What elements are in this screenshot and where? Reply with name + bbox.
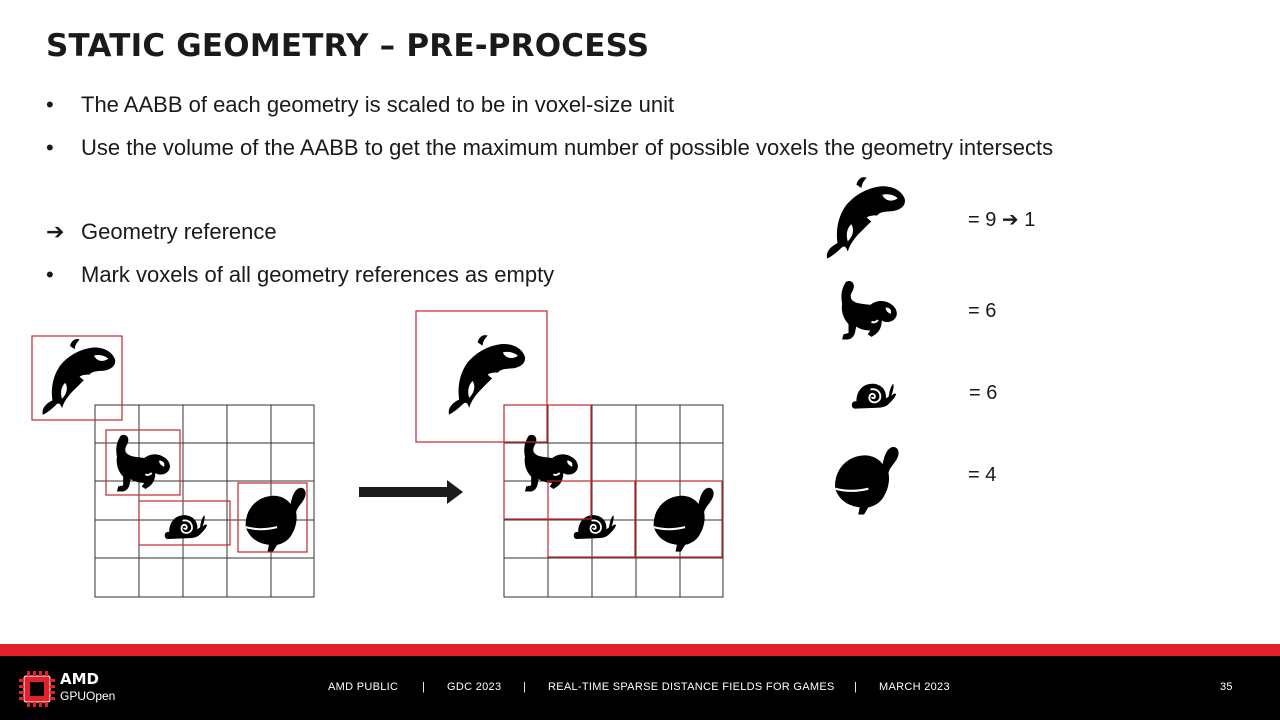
orca-voxel-count: = 9 ➔ 1: [968, 209, 1036, 231]
footer-classification: AMD PUBLIC: [328, 681, 399, 693]
bullet-text: Use the volume of the AABB to get the maximum number of possible voxels the geometry intersects: [81, 135, 1054, 160]
dog-voxel-count: = 6: [968, 300, 997, 322]
footer-event: GDC 2023: [447, 681, 502, 693]
dog-icon: [841, 281, 896, 339]
legend-orca: [818, 176, 914, 264]
gpuopen-brand-text: GPUOpen: [60, 689, 116, 703]
turtle-icon: [835, 447, 898, 515]
orca-icon: [827, 177, 905, 258]
footer-date: MARCH 2023: [879, 681, 950, 693]
slide-title: STATIC GEOMETRY – PRE-PROCESS: [46, 28, 650, 64]
snail-icon: [852, 384, 896, 409]
turtle-voxel-count: = 4: [968, 464, 997, 486]
orca-icon: [449, 335, 525, 415]
legend-snail: [826, 370, 922, 418]
footer-separator: |: [523, 681, 527, 693]
bullet-text: The AABB of each geometry is scaled to be in voxel-size unit: [81, 92, 675, 117]
footer-separator: |: [422, 681, 426, 693]
amd-brand-text: AMD: [60, 670, 99, 688]
bullet-text: Mark voxels of all geometry references as empty: [81, 262, 555, 287]
voxel-grid-after: [400, 300, 740, 610]
orca-icon: [42, 339, 115, 415]
legend-dog: [830, 278, 910, 344]
bullet-marker: •: [46, 92, 54, 117]
bullet-text: Geometry reference: [81, 219, 277, 244]
snail-icon: [165, 515, 207, 539]
bullet-marker: •: [46, 262, 54, 287]
arrow-right-icon: ➔: [46, 219, 65, 244]
page-number: 35: [1220, 681, 1233, 693]
chip-icon: [18, 670, 58, 710]
footer-talk-title: REAL-TIME SPARSE DISTANCE FIELDS FOR GAMES: [548, 681, 835, 693]
voxel-grid-before: [0, 300, 340, 610]
legend-turtle: [828, 444, 902, 518]
slide-footer: [0, 656, 1280, 720]
footer-separator: |: [854, 681, 858, 693]
bullet-marker: •: [46, 135, 54, 160]
footer-accent-bar: [0, 644, 1280, 656]
snail-voxel-count: = 6: [969, 382, 998, 404]
